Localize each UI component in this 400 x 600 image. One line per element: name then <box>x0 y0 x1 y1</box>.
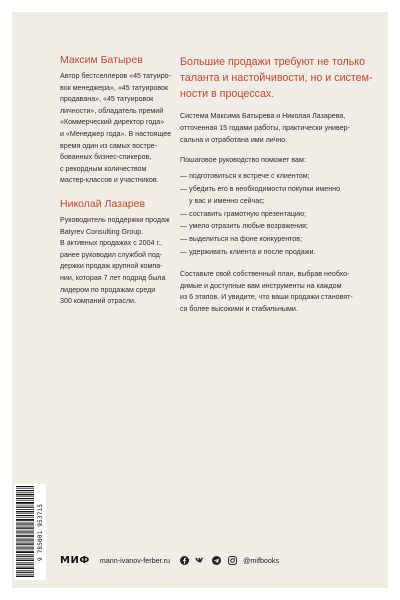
bio-line: 300 компаний отрасли. <box>60 297 136 306</box>
list-item <box>180 184 376 208</box>
bio-line: В активных продажах с 2004 г., <box>60 239 163 248</box>
headline <box>180 54 376 102</box>
vk-icon[interactable] <box>195 555 205 565</box>
bio-line: вок менеджера», «45 татуировок <box>60 83 169 92</box>
step-text: — подготовиться к встрече с клиентом; <box>180 172 310 181</box>
authors-column <box>60 54 172 308</box>
steps-list <box>180 171 376 259</box>
headline-line: таланта и настойчивости, но и систем- <box>180 72 373 84</box>
step-text: — умело отразить любые возражения; <box>180 222 308 231</box>
step-text: — составить грамотную презентацию; <box>180 209 307 218</box>
para-line: сальна и отработана ими лично. <box>180 135 288 144</box>
back-cover <box>12 12 388 588</box>
bio-line: Batyrev Consulting Group. <box>60 227 144 236</box>
bio-line: Автор бестселлеров «45 татуиро- <box>60 72 171 80</box>
bio-line: «Коммерческий директор года» <box>60 118 165 127</box>
list-item <box>180 209 376 221</box>
telegram-icon[interactable] <box>211 555 221 565</box>
bio-line: личности», обладатель премий <box>60 106 164 115</box>
author-bio <box>60 215 172 308</box>
list-item <box>180 171 376 183</box>
bio-line: время один из самых востре- <box>60 141 157 150</box>
headline-line: Большие продажи требуют не только <box>180 56 366 68</box>
list-item <box>180 221 376 233</box>
isbn-digits: 9 785001 953715 <box>37 503 44 561</box>
step-text-continuation: у вас и именно сейчас; <box>189 196 265 205</box>
step-text: — удерживать клиента и после продажи. <box>180 247 316 256</box>
bio-line: бованных бизнес-спикеров, <box>60 153 152 162</box>
list-item <box>180 247 376 259</box>
publisher-footer <box>60 552 279 568</box>
bio-line: с рекордным количеством <box>60 164 147 173</box>
facebook-icon[interactable] <box>179 555 189 565</box>
plan-paragraph <box>180 269 376 316</box>
steps-intro: Пошаговое руководство поможет вам: <box>180 156 306 165</box>
isbn-barcode <box>14 484 46 580</box>
bio-line: продавана», «45 татуировок <box>60 95 154 104</box>
para-line: отточенная 15 годами работы, практически универ- <box>180 123 350 132</box>
social-handle[interactable]: @mifbooks <box>243 555 280 565</box>
bio-line: лидером по продажам среди <box>60 285 156 294</box>
author-name: Николай Лазарев <box>60 197 146 210</box>
list-item <box>180 234 376 246</box>
author-bio <box>60 71 172 187</box>
para-line: Система Максима Батырева и Николая Лазарева, <box>180 112 346 120</box>
headline-line: ности в процессах. <box>180 88 275 100</box>
bio-line: Руководитель поддержки продаж <box>60 215 170 224</box>
para-line: из 6 этапов. И увидите, что ваши продажи становят- <box>180 293 353 302</box>
bio-line: ранее руководил службой под- <box>60 250 163 259</box>
bio-line: держки продаж крупной компа- <box>60 262 163 271</box>
instagram-icon[interactable] <box>227 555 237 565</box>
para-line: димые и доступные вам инструменты на каждом <box>180 281 342 290</box>
description-column <box>180 54 376 325</box>
bio-line: нии, которая 7 лет подряд была <box>60 273 166 282</box>
barcode-bars <box>16 486 34 578</box>
author-name: Максим Батырев <box>60 54 143 66</box>
bio-line: и «Менеджер года». В настоящее <box>60 129 172 138</box>
author-block-batyrev <box>60 54 172 187</box>
step-text: — выделиться на фоне конкурентов; <box>180 235 302 244</box>
para-line: ся более высокими и стабильными. <box>180 305 298 314</box>
para-line: Составьте свой собственный план, выбрав необхо- <box>180 269 350 278</box>
bio-line: мастер-классов и участников. <box>60 176 159 185</box>
system-paragraph <box>180 111 376 146</box>
step-text: — убедить его в необходимости покупки именно <box>180 184 341 193</box>
publisher-logo: МИФ <box>60 554 90 566</box>
author-block-lazarev <box>60 198 172 308</box>
publisher-site-link[interactable]: mann-ivanov-ferber.ru <box>99 555 171 565</box>
